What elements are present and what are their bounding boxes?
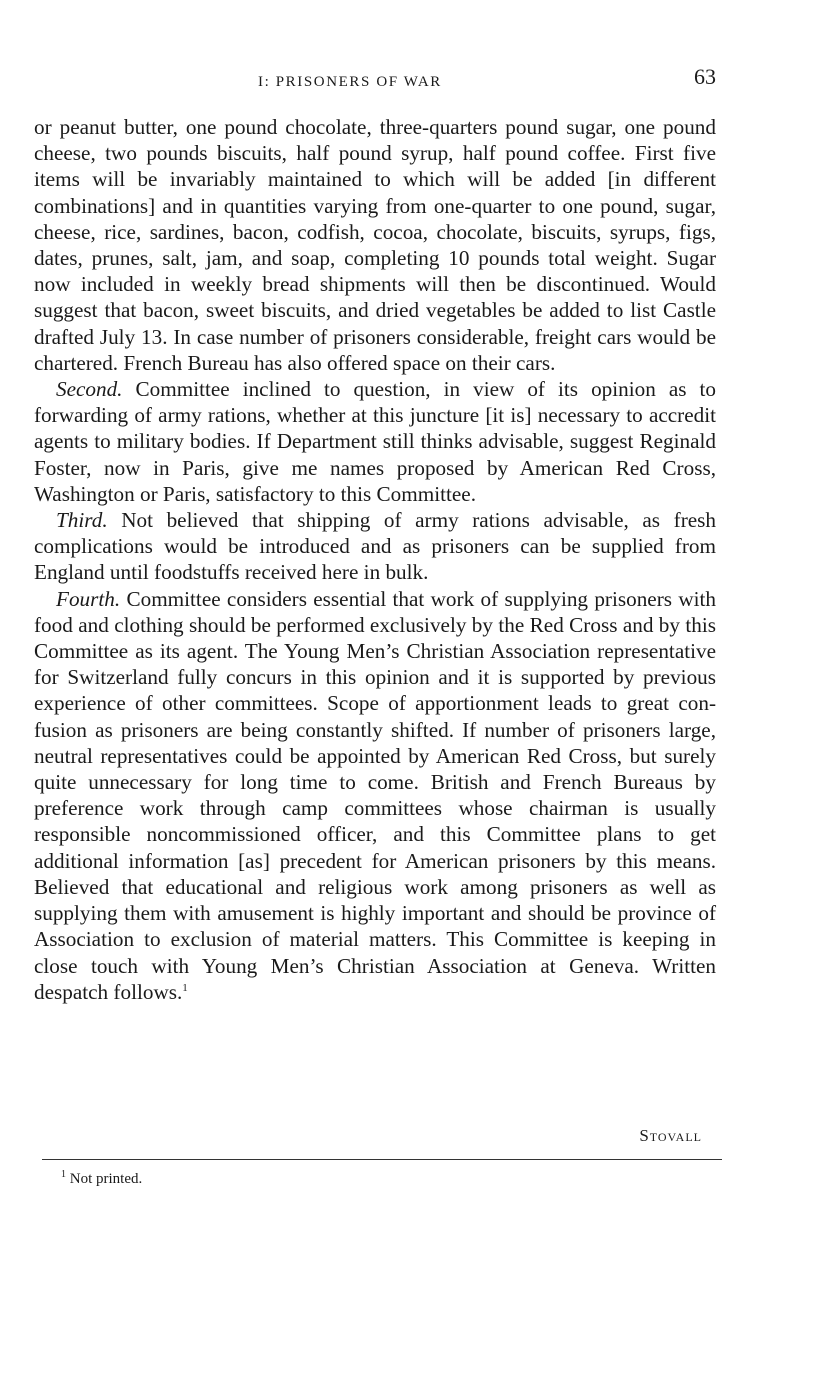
paragraph-2 (34, 376, 716, 507)
paragraph-3-text: Not believed that shipping of army rations advisable, as fresh complications would be introduced and as prisoners can be supplied from England until foodstuffs received here in bulk. (34, 508, 717, 585)
footnote-text: Not printed. (69, 1171, 143, 1187)
page-number: 63 (694, 64, 716, 89)
running-head (34, 62, 716, 92)
footnote-marker: 1 (61, 1169, 66, 1180)
paragraph-3 (34, 507, 716, 586)
footnote-rule (42, 1159, 722, 1160)
signature: Stovall (639, 1126, 702, 1145)
paragraph-3-label: Third. (56, 508, 108, 533)
paragraph-2-label: Second. (56, 377, 123, 402)
paragraph-4 (34, 586, 716, 1005)
running-title: I: PRISONERS OF WAR (258, 74, 442, 90)
footnote-reference: 1 (182, 981, 188, 994)
paragraph-4-text: Committee considers essential that work of supplying prisoners with food and clothing should be performed exclusively by the Red Cross and by this Committee as its agent. The Young Men’s Christian Association representative for Switzerland fully concurs in this opinion and it is supported by previous experience of other committees. Scope of apportionment leads to great confusion as prisoners are being constantly shifted. If number of prisoners large, neutral representatives could be appointed by American Red Cross, but surely quite unnecessary for long time to come. British and French Bureaus by preference work through camp committees whose chairman is usually responsible noncommissioned officer, and this Committee plans to get additional information [as] precedent for American prisoners by this means. Believed that educational and religious work among prisoners as well as supplying them with amusement is highly important and should be province of Association to exclusion of material matters. This Committee is keeping in close touch with Young Men’s Christian Association at Geneva. Written despatch follows. (34, 586, 716, 1004)
paragraph-4-label: Fourth. (56, 586, 121, 611)
footnote (61, 1171, 142, 1188)
body-text (34, 114, 716, 1005)
paragraph-2-text: Committee inclined to question, in view of its opinion as to forwarding of army rations, whether at this juncture [it is] necessary to accredit agents to military bodies. If Department still thinks advisable, suggest Reginald Foster, now in Paris, give me names proposed by American Red Cross, Washington or Paris, satisfactory to this Committee. (34, 377, 716, 506)
paragraph-1: or peanut butter, one pound chocolate, three-quarters pound sugar, one pound cheese, two pounds biscuits, half pound syrup, half pound coffee. First five items will be invariably maintained to which will be added [in different combinations] and in quantities varying from one-quarter to one pound, sugar, cheese, rice, sardines, bacon, codfish, cocoa, chocolate, biscuits, syrups, figs, dates, prunes, salt, jam, and soap, completing 10 pounds total weight. Sugar now included in weekly bread shipments will then be discontinued. Would suggest that bacon, sweet biscuits, and dried vegetables be added to list Castle drafted July 13. In case number of prisoners considerable, freight cars would be chartered. French Bureau has also offered space on their cars. (34, 115, 716, 375)
